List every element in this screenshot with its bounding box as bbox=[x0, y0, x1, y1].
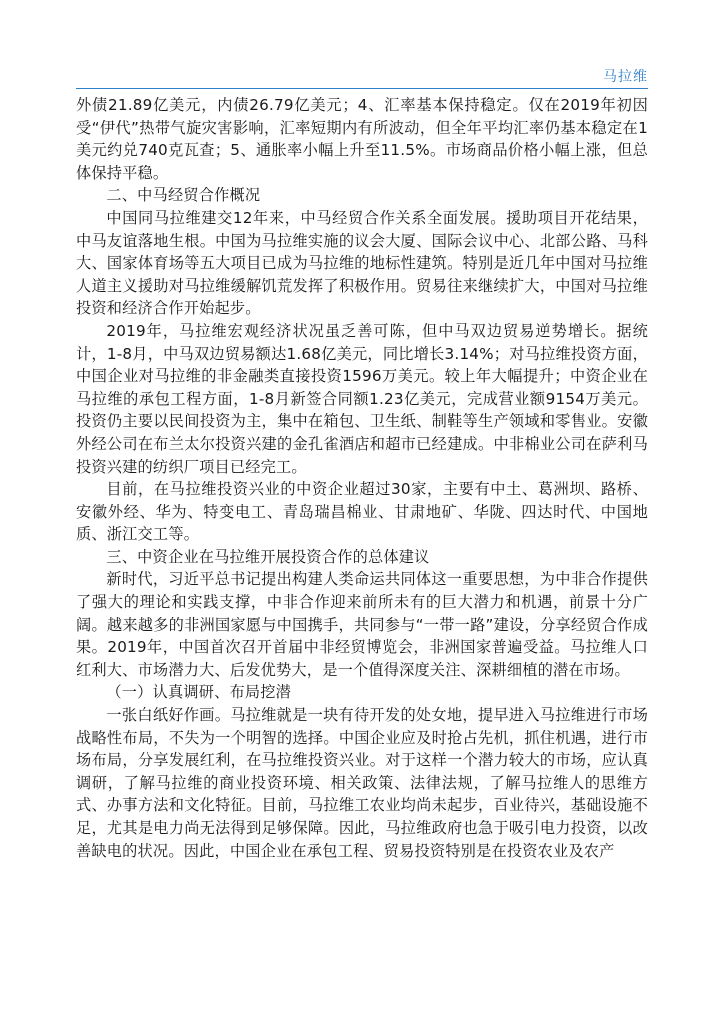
paragraph-continued: 外债21.89亿美元，内债26.79亿美元；4、汇率基本保持稳定。仅在2019年初因受“伊代”热带气旋灾害影响，汇率短期内有所波动，但全年平均汇率仍基本稳定在1美元约兑740克瓦查；5、通胀率小幅上升至11.5%。市场商品价格小幅上涨，但总体保持平稳。 bbox=[76, 96, 648, 182]
paragraph-2-2: 2019年，马拉维宏观经济状况虽乏善可陈，但中马双边贸易逆势增长。据统计，1-8月，中马双边贸易额达1.68亿美元，同比增长3.14%；对马拉维投资方面，中国企业对马拉维的非金融类直接投资1596万美元。较上年大幅提升；中资企业在马拉维的承包工程方面，1-8月新签合同额1.23亿美元，完成营业额9154万美元。投资仍主要以民间投资为主，集中在箱包、卫生纸、制鞋等生产领域和零售业。安徽外经公司在布兰太尔投资兴建的金孔雀酒店和超市已经建成。中非棉业公司在萨利马投资兴建的纺织厂项目已经完工。 bbox=[76, 321, 648, 476]
section-heading-2: 二、中马经贸合作概况 bbox=[106, 186, 261, 205]
paragraph-3-1: 新时代，习近平总书记提出构建人类命运共同体这一重要思想，为中非合作提供了强大的理论和实践支撑，中非合作迎来前所未有的巨大潜力和机遇，前景十分广阔。越来越多的非洲国家愿与中国携手，共同参与“一带一路”建设，分享经贸合作成果。2019年，中国首次召开首届中非经贸博览会，非洲国家普遍受益。马拉维人口红利大、市场潜力大、后发优势大，是一个值得深度关注、深耕细植的潜在市场。 bbox=[76, 570, 648, 679]
header-title: 马拉维 bbox=[603, 69, 648, 85]
paragraph-3-2: 一张白纸好作画。马拉维就是一块有待开发的处女地，提早进入马拉维进行市场战略性布局，不失为一个明智的选择。中国企业应及时抢占先机，抓住机遇，进行市场布局，分享发展红利，在马拉维投资兴业。对于这样一个潜力较大的市场，应认真调研，了解马拉维的商业投资环境、相关政策、法律法规，了解马拉维人的思维方式、办事方法和文化特征。目前，马拉维工农业均尚未起步，百业待兴，基础设施不足，尤其是电力尚无法得到足够保障。因此，马拉维政府也急于吸引电力投资，以改善缺电的状况。因此，中国企业在承包工程、贸易投资特别是在投资农业及农产 bbox=[76, 706, 648, 860]
subsection-heading-1: （一）认真调研、布局挖潜 bbox=[106, 683, 292, 702]
paragraph-2-1: 中国同马拉维建交12年来，中马经贸合作关系全面发展。援助项目开花结果，中马友谊落地生根。中国为马拉维实施的议会大厦、国际会议中心、北部公路、马科大、国家体育场等五大项目已成为马拉维的地标性建筑。特别是近几年中国对马拉维人道主义援助对马拉维缓解饥荒发挥了积极作用。贸易往来继续扩大，中国对马拉维投资和经济合作开始起步。 bbox=[76, 208, 648, 318]
document-body bbox=[76, 94, 648, 862]
paragraph-2-3: 目前，在马拉维投资兴业的中资企业超过30家，主要有中土、葛洲坝、路桥、安徽外经、华为、特变电工、青岛瑞昌棉业、甘肃地矿、华陇、四达时代、中国地质、浙江交工等。 bbox=[76, 480, 648, 544]
section-heading-3: 三、中资企业在马拉维开展投资合作的总体建议 bbox=[106, 547, 430, 566]
page-header bbox=[76, 62, 648, 89]
